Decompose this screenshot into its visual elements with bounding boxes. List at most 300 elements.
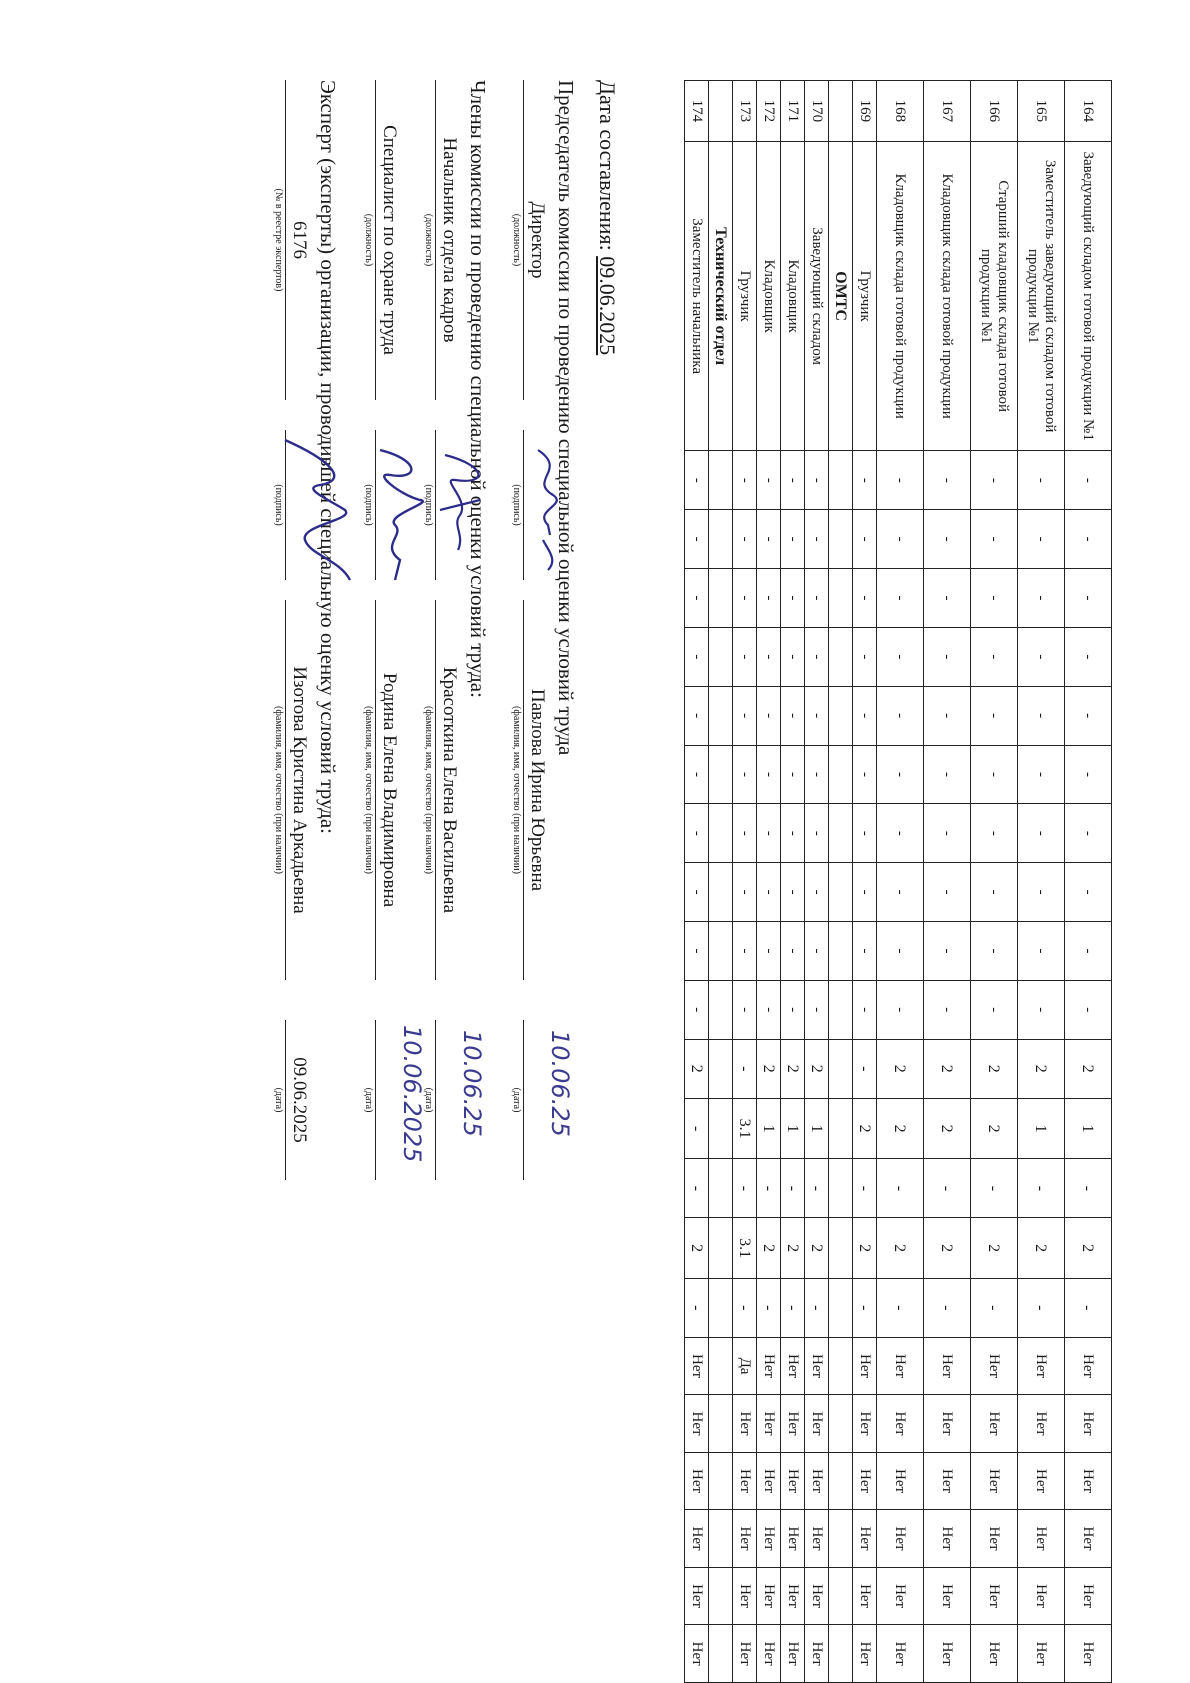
member1-position: Начальник отдела кадров xyxy=(435,80,462,400)
factor-class-cell xyxy=(709,569,733,628)
compile-date-value: 09.06.2025 xyxy=(595,256,620,356)
factor-class-cell xyxy=(709,686,733,745)
factor-class-cell: - xyxy=(877,686,924,745)
factor-class-cell: - xyxy=(733,510,757,569)
class-cell: 1 xyxy=(757,1098,781,1159)
factor-class-cell: - xyxy=(971,980,1018,1039)
guarantee-cell: Нет xyxy=(781,1337,805,1395)
row-number-cell: 172 xyxy=(757,81,781,142)
factor-class-cell: - xyxy=(757,510,781,569)
guarantee-cell xyxy=(829,1625,853,1683)
position-cell: Старший кладовщик склада готовой продукции №1 xyxy=(971,141,1018,451)
class-cell xyxy=(829,1098,853,1159)
class-cell: 1 xyxy=(781,1098,805,1159)
class-cell: 2 xyxy=(781,1039,805,1098)
guarantee-cell: Нет xyxy=(853,1510,877,1568)
factor-class-cell: - xyxy=(924,922,971,981)
factor-class-cell xyxy=(709,863,733,922)
factor-class-cell: - xyxy=(1065,863,1112,922)
row-number-cell: 173 xyxy=(733,81,757,142)
factor-class-cell: - xyxy=(853,863,877,922)
guarantee-cell xyxy=(709,1452,733,1510)
factor-class-cell: - xyxy=(1018,980,1065,1039)
factor-class-cell: - xyxy=(685,510,709,569)
final-class-cell: 2 xyxy=(853,1218,877,1279)
factor-class-cell: - xyxy=(781,686,805,745)
member1-date: 10.06.25 xyxy=(458,1030,486,1137)
class-cell: 2 xyxy=(924,1098,971,1159)
class-cell: 3.1 xyxy=(733,1098,757,1159)
guarantee-cell: Нет xyxy=(853,1567,877,1625)
class-cell: - xyxy=(805,1278,829,1337)
factor-class-cell: - xyxy=(853,804,877,863)
factor-class-cell: - xyxy=(805,627,829,686)
guarantee-cell: Нет xyxy=(924,1452,971,1510)
guarantee-cell: Нет xyxy=(1065,1395,1112,1453)
final-class-cell: 2 xyxy=(1018,1218,1065,1279)
factor-class-cell: - xyxy=(971,510,1018,569)
final-class-cell: 2 xyxy=(805,1218,829,1279)
guarantee-cell: Нет xyxy=(971,1625,1018,1683)
factor-class-cell: - xyxy=(1065,745,1112,804)
factor-class-cell: - xyxy=(781,627,805,686)
guarantee-cell: Нет xyxy=(1065,1567,1112,1625)
class-cell: 2 xyxy=(805,1039,829,1098)
factor-class-cell: - xyxy=(1018,922,1065,981)
row-number-cell xyxy=(829,81,853,142)
guarantee-cell: Нет xyxy=(1065,1337,1112,1395)
factor-class-cell: - xyxy=(805,980,829,1039)
class-cell: 2 xyxy=(757,1039,781,1098)
factor-class-cell xyxy=(829,804,853,863)
class-cell: - xyxy=(924,1278,971,1337)
class-cell: 2 xyxy=(877,1098,924,1159)
section-row xyxy=(709,81,733,1683)
guarantee-cell: Нет xyxy=(685,1567,709,1625)
caption-fio: (фамилия, имя, отчество (при наличии) xyxy=(363,706,374,874)
position-cell: ОМТС xyxy=(829,141,853,451)
position-cell: Кладовщик склада готовой продукции xyxy=(877,141,924,451)
factor-class-cell: - xyxy=(685,804,709,863)
factor-class-cell: - xyxy=(1065,510,1112,569)
factor-class-cell: - xyxy=(1018,569,1065,628)
factor-class-cell: - xyxy=(805,451,829,510)
final-class-cell xyxy=(829,1218,853,1279)
guarantee-cell: Нет xyxy=(805,1625,829,1683)
factor-class-cell: - xyxy=(805,745,829,804)
factor-class-cell: - xyxy=(805,686,829,745)
factor-class-cell: - xyxy=(924,804,971,863)
guarantee-cell: Нет xyxy=(924,1625,971,1683)
factor-class-cell: - xyxy=(1018,451,1065,510)
class-cell: - xyxy=(781,1159,805,1218)
guarantee-cell: Нет xyxy=(853,1452,877,1510)
class-cell xyxy=(709,1159,733,1218)
factor-class-cell: - xyxy=(853,451,877,510)
guarantee-cell: Нет xyxy=(685,1510,709,1568)
guarantee-cell: Нет xyxy=(877,1510,924,1568)
final-class-cell: 3.1 xyxy=(733,1218,757,1279)
member2-name: Родина Елена Владимировна xyxy=(375,600,402,980)
class-cell: - xyxy=(685,1278,709,1337)
table-row xyxy=(877,81,924,1683)
guarantee-cell: Нет xyxy=(781,1625,805,1683)
caption-position: (должность) xyxy=(511,213,522,267)
class-cell: 2 xyxy=(924,1039,971,1098)
factor-class-cell: - xyxy=(733,745,757,804)
guarantee-cell: Нет xyxy=(1065,1452,1112,1510)
compile-date xyxy=(594,80,620,355)
factor-class-cell xyxy=(709,922,733,981)
caption-signature: (подпись) xyxy=(273,484,284,526)
factor-class-cell: - xyxy=(685,686,709,745)
table-row xyxy=(853,81,877,1683)
caption-date: (дата) xyxy=(363,1087,374,1113)
caption-signature: (подпись) xyxy=(511,484,522,526)
factor-class-cell xyxy=(709,804,733,863)
factor-class-cell: - xyxy=(924,745,971,804)
expert-registry: 6176 xyxy=(285,80,312,400)
guarantee-cell xyxy=(709,1625,733,1683)
guarantee-cell: Нет xyxy=(805,1337,829,1395)
factor-class-cell: - xyxy=(853,510,877,569)
guarantee-cell: Нет xyxy=(757,1395,781,1453)
final-class-cell: 2 xyxy=(781,1218,805,1279)
chair-name: Павлова Ирина Юрьевна xyxy=(523,600,550,980)
factor-class-cell: - xyxy=(853,980,877,1039)
factor-class-cell: - xyxy=(733,451,757,510)
guarantee-cell: Нет xyxy=(1018,1395,1065,1453)
factor-class-cell: - xyxy=(971,804,1018,863)
factor-class-cell xyxy=(829,627,853,686)
guarantee-cell: Нет xyxy=(971,1337,1018,1395)
guarantee-cell: Да xyxy=(733,1337,757,1395)
factor-class-cell: - xyxy=(757,804,781,863)
guarantee-cell xyxy=(709,1395,733,1453)
factor-class-cell: - xyxy=(853,627,877,686)
caption-fio: (фамилия, имя, отчество (при наличии) xyxy=(511,706,522,874)
guarantee-cell: Нет xyxy=(781,1567,805,1625)
member2-position: Специалист по охране труда xyxy=(375,80,402,400)
factor-class-cell xyxy=(829,745,853,804)
class-cell: - xyxy=(1065,1159,1112,1218)
guarantee-cell: Нет xyxy=(733,1625,757,1683)
factor-class-cell: - xyxy=(805,863,829,922)
factor-class-cell: - xyxy=(781,745,805,804)
guarantee-cell: Нет xyxy=(685,1395,709,1453)
guarantee-cell: Нет xyxy=(685,1452,709,1510)
factor-class-cell: - xyxy=(877,804,924,863)
factor-class-cell: - xyxy=(781,922,805,981)
factor-class-cell: - xyxy=(924,863,971,922)
guarantee-cell: Нет xyxy=(805,1452,829,1510)
guarantee-cell xyxy=(829,1567,853,1625)
final-class-cell: 2 xyxy=(685,1218,709,1279)
class-cell: 2 xyxy=(1065,1039,1112,1098)
factor-class-cell: - xyxy=(781,510,805,569)
factor-class-cell: - xyxy=(1065,922,1112,981)
final-class-cell xyxy=(709,1218,733,1279)
guarantee-cell: Нет xyxy=(685,1625,709,1683)
guarantee-cell: Нет xyxy=(971,1452,1018,1510)
class-cell: - xyxy=(877,1159,924,1218)
guarantee-cell: Нет xyxy=(853,1625,877,1683)
factor-class-cell: - xyxy=(733,627,757,686)
factor-class-cell xyxy=(709,627,733,686)
guarantee-cell: Нет xyxy=(877,1625,924,1683)
expert-name: Изотова Кристина Аркадьевна xyxy=(285,600,312,980)
factor-class-cell: - xyxy=(733,686,757,745)
factor-class-cell: - xyxy=(971,686,1018,745)
position-cell: Кладовщик xyxy=(781,141,805,451)
table-row xyxy=(781,81,805,1683)
table-row xyxy=(757,81,781,1683)
guarantee-cell: Нет xyxy=(971,1510,1018,1568)
class-cell: 2 xyxy=(971,1039,1018,1098)
class-cell: 2 xyxy=(853,1098,877,1159)
factor-class-cell: - xyxy=(685,745,709,804)
factor-class-cell: - xyxy=(757,922,781,981)
guarantee-cell: Нет xyxy=(733,1567,757,1625)
guarantee-cell: Нет xyxy=(924,1395,971,1453)
factor-class-cell: - xyxy=(685,922,709,981)
final-class-cell: 2 xyxy=(877,1218,924,1279)
caption-fio: (фамилия, имя, отчество (при наличии) xyxy=(423,706,434,874)
factor-class-cell xyxy=(829,569,853,628)
factor-class-cell: - xyxy=(971,627,1018,686)
class-cell xyxy=(709,1098,733,1159)
guarantee-cell: Нет xyxy=(733,1452,757,1510)
row-number-cell: 167 xyxy=(924,81,971,142)
factor-class-cell: - xyxy=(757,686,781,745)
members-heading: Члены комиссии по проведению специальной оценки условий труда: xyxy=(466,80,490,698)
guarantee-cell: Нет xyxy=(971,1567,1018,1625)
factor-class-cell: - xyxy=(781,569,805,628)
factor-class-cell: - xyxy=(1065,451,1112,510)
position-cell: Кладовщик xyxy=(757,141,781,451)
class-cell: 1 xyxy=(1065,1098,1112,1159)
row-number-cell: 166 xyxy=(971,81,1018,142)
factor-class-cell: - xyxy=(877,980,924,1039)
compile-date-label: Дата составления: xyxy=(595,80,620,251)
class-cell: 2 xyxy=(685,1039,709,1098)
caption-signature: (подпись) xyxy=(363,484,374,526)
factor-class-cell: - xyxy=(853,686,877,745)
factor-class-cell: - xyxy=(733,804,757,863)
factor-class-cell: - xyxy=(924,686,971,745)
factor-class-cell xyxy=(709,745,733,804)
class-cell: 1 xyxy=(805,1098,829,1159)
class-cell: 2 xyxy=(971,1098,1018,1159)
guarantee-cell xyxy=(829,1337,853,1395)
factor-class-cell: - xyxy=(1018,686,1065,745)
guarantee-cell: Нет xyxy=(1018,1337,1065,1395)
factor-class-cell: - xyxy=(1018,510,1065,569)
factor-class-cell xyxy=(829,451,853,510)
guarantee-cell: Нет xyxy=(877,1337,924,1395)
guarantee-cell: Нет xyxy=(971,1395,1018,1453)
class-cell: - xyxy=(733,1278,757,1337)
factor-class-cell: - xyxy=(971,922,1018,981)
factor-class-cell: - xyxy=(781,451,805,510)
class-cell: - xyxy=(971,1278,1018,1337)
factor-class-cell: - xyxy=(781,863,805,922)
guarantee-cell: Нет xyxy=(805,1567,829,1625)
final-class-cell: 2 xyxy=(1065,1218,1112,1279)
factor-class-cell: - xyxy=(877,863,924,922)
chair-signature xyxy=(518,440,578,580)
guarantee-cell xyxy=(709,1567,733,1625)
factor-class-cell: - xyxy=(1065,569,1112,628)
guarantee-cell: Нет xyxy=(757,1452,781,1510)
guarantee-cell: Нет xyxy=(781,1510,805,1568)
guarantee-cell: Нет xyxy=(757,1625,781,1683)
position-cell: Грузчик xyxy=(853,141,877,451)
factor-class-cell: - xyxy=(924,510,971,569)
row-number-cell: 165 xyxy=(1018,81,1065,142)
factor-class-cell: - xyxy=(971,863,1018,922)
caption-position: (должность) xyxy=(363,213,374,267)
member1-signature xyxy=(430,440,500,580)
caption-date: (дата) xyxy=(511,1087,522,1113)
factor-class-cell: - xyxy=(971,451,1018,510)
factor-class-cell xyxy=(709,451,733,510)
factor-class-cell: - xyxy=(877,510,924,569)
guarantee-cell: Нет xyxy=(924,1337,971,1395)
member2-signature xyxy=(365,440,440,590)
caption-fio: (фамилия, имя, отчество (при наличии) xyxy=(273,706,284,874)
guarantee-cell xyxy=(709,1337,733,1395)
guarantee-cell: Нет xyxy=(685,1337,709,1395)
factor-class-cell: - xyxy=(1065,804,1112,863)
chair-date: 10.06.25 xyxy=(546,1030,574,1137)
expert-date: 09.06.2025 xyxy=(285,1020,312,1180)
position-cell: Грузчик xyxy=(733,141,757,451)
table-row xyxy=(685,81,709,1683)
class-cell: - xyxy=(757,1278,781,1337)
factor-class-cell: - xyxy=(971,745,1018,804)
guarantee-cell: Нет xyxy=(1018,1452,1065,1510)
table-row xyxy=(924,81,971,1683)
factor-class-cell: - xyxy=(877,627,924,686)
table-row xyxy=(1018,81,1065,1683)
chair-heading: Председатель комиссии по проведению специальной оценки условий труда xyxy=(554,80,578,756)
guarantee-cell: Нет xyxy=(1065,1510,1112,1568)
class-cell: - xyxy=(733,1039,757,1098)
factor-class-cell: - xyxy=(853,569,877,628)
guarantee-cell: Нет xyxy=(733,1395,757,1453)
class-cell xyxy=(829,1278,853,1337)
factor-class-cell: - xyxy=(1018,804,1065,863)
row-number-cell: 169 xyxy=(853,81,877,142)
guarantee-cell: Нет xyxy=(805,1395,829,1453)
row-number-cell: 174 xyxy=(685,81,709,142)
table-row xyxy=(805,81,829,1683)
table-row xyxy=(971,81,1018,1683)
caption-position: (должность) xyxy=(423,213,434,267)
expert-signature xyxy=(270,430,360,590)
factor-class-cell: - xyxy=(1065,686,1112,745)
final-class-cell: 2 xyxy=(757,1218,781,1279)
factor-class-cell xyxy=(709,980,733,1039)
class-cell: 1 xyxy=(1018,1098,1065,1159)
factor-class-cell: - xyxy=(1018,863,1065,922)
caption-date: (дата) xyxy=(423,1087,434,1113)
guarantee-cell: Нет xyxy=(924,1567,971,1625)
guarantee-cell: Нет xyxy=(1065,1625,1112,1683)
factor-class-cell: - xyxy=(1065,980,1112,1039)
factor-class-cell: - xyxy=(924,980,971,1039)
factor-class-cell xyxy=(829,686,853,745)
factor-class-cell: - xyxy=(924,451,971,510)
member2-date: 10.06.2025 xyxy=(398,1025,426,1163)
factor-class-cell: - xyxy=(853,745,877,804)
class-cell: - xyxy=(1018,1278,1065,1337)
class-cell: - xyxy=(877,1278,924,1337)
row-number-cell: 171 xyxy=(781,81,805,142)
class-cell: - xyxy=(1018,1159,1065,1218)
guarantee-cell: Нет xyxy=(1018,1625,1065,1683)
guarantee-cell: Нет xyxy=(781,1452,805,1510)
chair-position: Директор xyxy=(523,80,550,400)
factor-class-cell: - xyxy=(805,510,829,569)
guarantee-cell xyxy=(829,1452,853,1510)
caption-date: (дата) xyxy=(273,1087,284,1113)
row-number-cell xyxy=(709,81,733,142)
guarantee-cell: Нет xyxy=(877,1567,924,1625)
factor-class-cell: - xyxy=(924,627,971,686)
guarantee-cell xyxy=(829,1510,853,1568)
position-cell: Кладовщик склада готовой продукции xyxy=(924,141,971,451)
factor-class-cell: - xyxy=(877,451,924,510)
position-cell: Заместитель заведующий складом готовой продукции №1 xyxy=(1018,141,1065,451)
guarantee-cell: Нет xyxy=(1018,1567,1065,1625)
final-class-cell: 2 xyxy=(924,1218,971,1279)
expert-heading: Эксперт (эксперты) организации, проводившей специальную оценку условий труда: xyxy=(316,80,340,835)
class-cell: 2 xyxy=(877,1039,924,1098)
factor-class-cell: - xyxy=(877,569,924,628)
class-cell: - xyxy=(781,1278,805,1337)
guarantee-cell xyxy=(709,1510,733,1568)
caption-registry: (№ в реестре экспертов) xyxy=(273,188,284,292)
guarantee-cell: Нет xyxy=(781,1395,805,1453)
row-number-cell: 170 xyxy=(805,81,829,142)
factor-class-cell xyxy=(829,980,853,1039)
factor-class-cell: - xyxy=(733,980,757,1039)
table-row xyxy=(733,81,757,1683)
position-cell: Заведующий складом xyxy=(805,141,829,451)
factor-class-cell: - xyxy=(781,804,805,863)
class-cell: - xyxy=(853,1159,877,1218)
factor-class-cell: - xyxy=(757,745,781,804)
factor-class-cell: - xyxy=(805,569,829,628)
class-cell: - xyxy=(971,1159,1018,1218)
guarantee-cell: Нет xyxy=(877,1452,924,1510)
factor-class-cell xyxy=(829,922,853,981)
factor-class-cell: - xyxy=(805,922,829,981)
factor-class-cell: - xyxy=(1018,745,1065,804)
factor-class-cell: - xyxy=(781,980,805,1039)
class-cell: - xyxy=(685,1098,709,1159)
factor-class-cell: - xyxy=(757,451,781,510)
guarantee-cell: Нет xyxy=(853,1395,877,1453)
class-cell xyxy=(829,1159,853,1218)
guarantee-cell: Нет xyxy=(805,1510,829,1568)
factor-class-cell: - xyxy=(757,980,781,1039)
position-cell: Технический отдел xyxy=(709,141,733,451)
results-table xyxy=(684,80,1112,1683)
guarantee-cell: Нет xyxy=(733,1510,757,1568)
